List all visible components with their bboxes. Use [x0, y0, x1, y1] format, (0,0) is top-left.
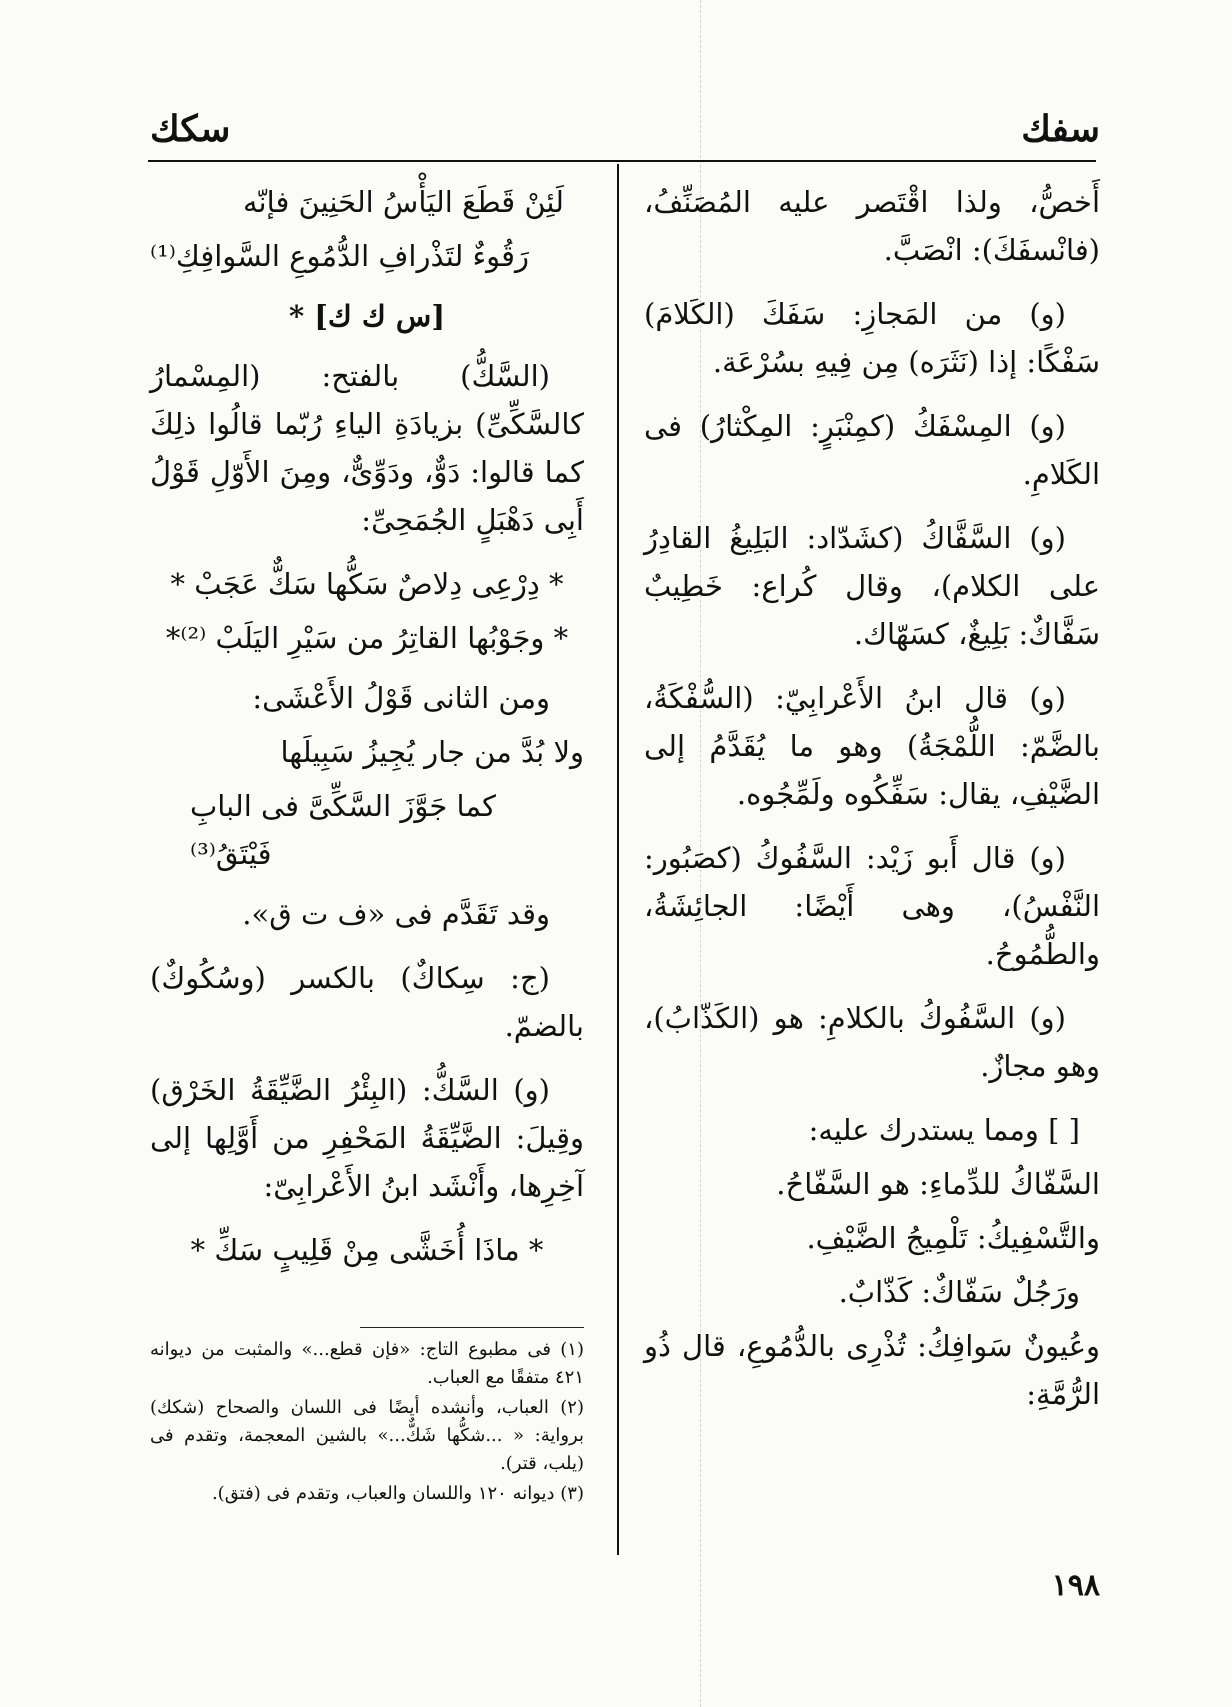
footnote: (١) فى مطبوع التاج: «فإن قطع...» والمثبت من ديوانه ٤٢١ متفقًا مع العباب.	[150, 1339, 584, 1388]
verse-line: * ماذَا أُخَشَّى مِنْ قَلِيبٍ سَكِّ *	[190, 1233, 544, 1267]
verse-line: لَئِنْ قَطَعَ اليَأْسُ الحَنِينَ فإنّه	[242, 185, 564, 219]
paragraph: (و) السَّكُّ: (البِئْرُ الضَّيِّقَةُ الخَرْق) وقِيلَ: الضَّيِّقَةُ المَحْفِرِ من أَوَّلِها إلى آخِرِها، وأَنْشَد ابنُ الأَعْرابِىّ:	[150, 1073, 584, 1203]
paragraph: ومن الثانى قَوْلُ الأَعْشَى:	[252, 681, 550, 715]
paragraph: (و) قال أَبو زَيْد: السَّفُوكُ (كصَبُور: النَّفْسُ)، وهى أَيْضًا: الجائِشَةُ، والطُّمُوحُ.	[644, 841, 1100, 971]
paragraph: (و) قال ابنُ الأَعْرابِيّ: (السُّفْكَةُ، بالضَّمّ: اللُّمْجَةُ) وهو ما يُقَدَّمُ إلى الضَّيْفِ، يقال: سَفِّكُوه ولَمِّجُوه.	[644, 681, 1100, 811]
right-column	[644, 178, 1100, 1434]
mustadrak-line: ورَجُلٌ سَفّاكٌ: كَذّابٌ.	[838, 1275, 1080, 1309]
paragraph: (و) السَّفَّاكُ (كشَدّاد: البَلِيغُ القادِرُ على الكلام)، وقال كُراع: خَطِيبٌ سَفَّاكٌ: بَلِيغٌ، كسَهّاك.	[644, 521, 1100, 651]
paragraph: (و) السَّفُوكُ بالكلامِ: هو (الكَذّابُ)، وهو مجازٌ.	[644, 1001, 1100, 1083]
header-left-word: سكك	[150, 108, 231, 150]
verse-line: ولا بُدَّ من جار يُجِيزُ سَبِيلَها	[280, 735, 584, 769]
paragraph: (ج: سِكاكٌ) بالكسر (وسُكُوكٌ) بالضمّ.	[150, 961, 584, 1043]
mustadrak-line: وعُيونٌ سَوافِكُ: تُذْرِى بالدُّمُوعِ، قال ذُو الرُّمَّةِ:	[644, 1329, 1100, 1411]
entry-heading: [س ك ك] *	[288, 299, 446, 333]
footnote-rule	[360, 1327, 584, 1328]
paragraph: وقد تَقَدَّم فى «ف ت ق».	[242, 897, 550, 931]
verse-line: كما جَوَّزَ السَّكِّىَّ فى البابِ فَيْتَقُ⁽³⁾	[190, 789, 496, 871]
paragraph: (و) من المَجازِ: سَفَكَ (الكَلامَ) سَفْكًا: إذا (نَثَرَه) مِن فِيهِ بسُرْعَة.	[644, 297, 1100, 379]
footnote: (٣) ديوانه ١٢٠ واللسان والعباب، وتقدم فى (فتق).	[211, 1483, 584, 1504]
paragraph: (و) المِسْفَكُ (كمِنْبَرٍ: المِكْثارُ) فى الكَلامِ.	[644, 409, 1100, 491]
verse-line: * دِرْعِى دِلاصٌ سَكُّها سَكٌّ عَجَبْ *	[170, 567, 564, 601]
page-number: ١٩٨	[1051, 1568, 1100, 1603]
header-right-word: سفك	[1021, 108, 1100, 150]
footnotes	[150, 1336, 584, 1510]
paragraph: (السَّكُّ) بالفتح: (المِسْمارُ كالسَّكِّىِّ) بزيادَةِ الياءِ رُبّما قالُوا ذلِكَ كما قالوا: دَوٌّ، ودَوِّىٌّ، ومِنَ الأَوّلِ قَوْلُ أَبِى دَهْبَلٍ الجُمَحِىِّ:	[150, 359, 584, 537]
header-rule	[148, 160, 1096, 162]
mustadrak-line: السَّفّاكُ للدِّماءِ: هو السَّفّاحُ.	[776, 1167, 1100, 1201]
column-divider	[617, 164, 619, 1555]
left-column	[150, 178, 584, 1280]
mustadrak-heading: [ ] ومما يستدرك عليه:	[808, 1113, 1080, 1147]
paragraph: أَخصُّ، ولذا اقْتَصر عليه المُصَنِّفُ، (فانْسفَكَ): انْصَبَّ.	[644, 185, 1100, 267]
verse-line: * وجَوْبُها القاتِرُ من سَيْرِ اليَلَبْ ⁽²⁾*	[165, 621, 569, 655]
footnote: (٢) العباب، وأنشده أيضًا فى اللسان والصحاح (شكك) برواية: « ...شكُّها شَكٌّ...» بالشين المعجمة، وتقدم فى (يلب، قتر).	[150, 1397, 584, 1474]
verse-line: رَقُوءٌ لتَذْرافِ الدُّمُوعِ السَّوافِكِ⁽¹⁾	[150, 239, 529, 273]
mustadrak-line: والتَّسْفِيكُ: تَلْمِيجُ الضَّيْفِ.	[806, 1221, 1100, 1255]
